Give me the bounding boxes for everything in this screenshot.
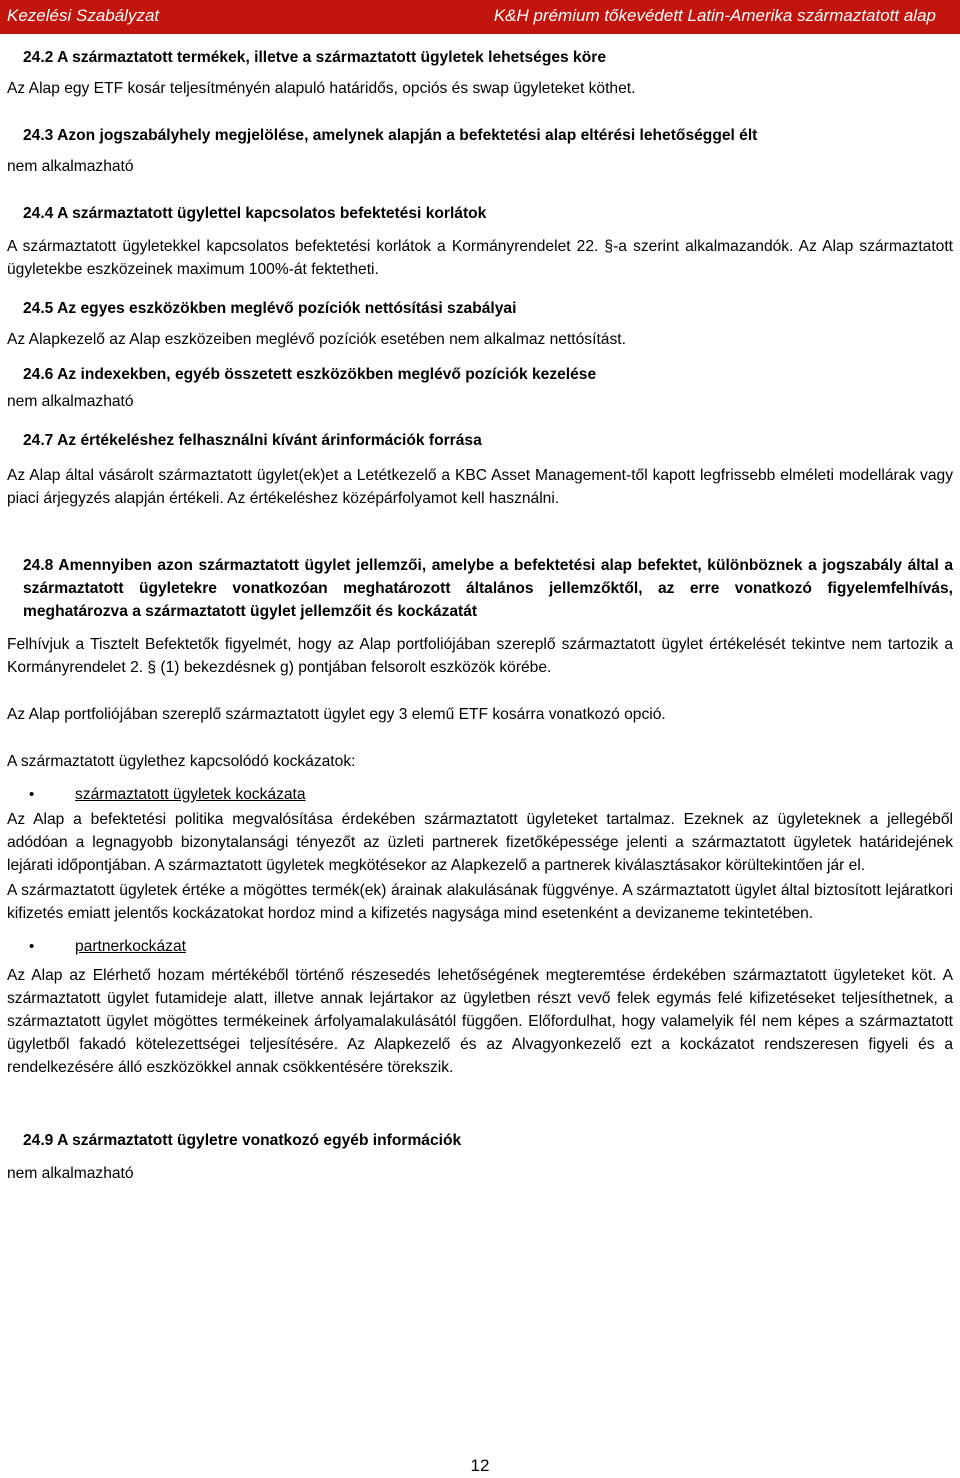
header-fund-name: K&H prémium tőkevédett Latin-Amerika származtatott alap [493, 6, 936, 25]
list-item [7, 935, 953, 958]
section-24-4-heading: 24.4 A származtatott ügylettel kapcsolatos befektetési korlátok [23, 205, 487, 222]
section-24-3-text: nem alkalmazható [7, 158, 134, 175]
section-24-8-paragraph-3: A származtatott ügylethez kapcsolódó kockázatok: [7, 753, 356, 770]
derivatives-risk-paragraph-2: A származtatott ügyletek értéke a mögöttes termék(ek) árainak alakulásának függvénye. A származtatott ügylet által biztosított lejáratkori kifizetés emiatt jelentős kockázatokat hordoz mind a kifizetés nagysága mind esetenként a devizaneme tekintetében. [7, 882, 953, 922]
header-document-title: Kezelési Szabályzat [7, 6, 160, 25]
section-24-8-paragraph-2: Az Alap portfoliójában szereplő származtatott ügylet egy 3 elemű ETF kosárra vonatkozó opció. [7, 706, 666, 723]
list-item [7, 783, 953, 806]
section-24-3-heading: 24.3 Azon jogszabályhely megjelölése, amelynek alapján a befektetési alap eltérési lehetőséggel élt [23, 127, 758, 144]
section-24-8-paragraph-1: Felhívjuk a Tisztelt Befektetők figyelmét, hogy az Alap portfoliójában szereplő származtatott ügylet értékelését tekintve nem tartozik a Kormányrendelet 2. § (1) bekezdésnek g) pontjában felsorolt eszközök körébe. [7, 636, 953, 676]
bullet-icon: • [29, 938, 35, 955]
section-24-7-text: Az Alap által vásárolt származtatott ügylet(ek)et a Letétkezelő a KBC Asset Management-től kapott legfrissebb elméleti modellárak vagy piaci árjegyzés alapján értékeli. Az értékeléshez középárfolyamot kell használni. [7, 467, 953, 507]
section-24-6-heading: 24.6 Az indexekben, egyéb összetett eszközökben meglévő pozíciók kezelése [23, 366, 597, 383]
bullet-icon: • [29, 786, 35, 803]
section-24-9-text: nem alkalmazható [7, 1165, 134, 1182]
page-header [0, 0, 960, 34]
document-body [7, 46, 953, 1185]
section-24-7-heading: 24.7 Az értékeléshez felhasználni kívánt árinformációk forrása [23, 432, 482, 449]
section-24-5-text: Az Alapkezelő az Alap eszközeiben meglévő pozíciók esetében nem alkalmaz nettósítást. [7, 331, 626, 348]
page-number: 12 [470, 1456, 490, 1475]
section-24-6-text: nem alkalmazható [7, 393, 134, 410]
section-24-9-heading: 24.9 A származtatott ügyletre vonatkozó egyéb információk [23, 1132, 462, 1149]
section-24-2-text: Az Alap egy ETF kosár teljesítményén alapuló határidős, opciós és swap ügyleteket köthet. [7, 80, 636, 97]
section-24-8-heading: 24.8 Amennyiben azon származtatott ügylet jellemzői, amelybe a befektetési alap befektet, különböznek a jogszabály által a származtatott ügyletekre vonatkozóan meghatározott általános jellemzőktől, az erre vonatkozó figyelemfelhívás, meghatározva a származtatott ügylet jellemzőit és kockázatát [23, 557, 953, 620]
section-24-5-heading: 24.5 Az egyes eszközökben meglévő pozíciók nettósítási szabályai [23, 300, 517, 317]
counterparty-risk-paragraph: Az Alap az Elérhető hozam mértékéből történő részesedés lehetőségének megteremtése érdekében származtatott ügyleteket köt. A származtatott ügylet futamideje alatt, illetve annak lejártakor az ügyletben részt vevő felek egymás felé kifizetéseket teljesíthetnek, a származtatott ügylet mögöttes termékeinek árfolyamalakulásától függően. Előfordulhat, hogy valamelyik fél nem képes a származtatott ügyletből fakadó kötelezettségei teljesítésére. Az Alapkezelő és az Alvagyonkezelő ezt a kockázatot rendszeresen figyeli és a rendelkezésére álló eszközökkel annak csökkentésére törekszik. [7, 967, 953, 1076]
bullet-label-counterparty-risk: partnerkockázat [75, 938, 186, 955]
derivatives-risk-paragraph-1: Az Alap a befektetési politika megvalósítása érdekében származtatott ügyleteket tartalmaz. Ezeknek az ügyleteknek a jellegéből adódóan a legnagyobb bizonytalansági tényezőt az üzleti partnerek fizetőképessége jelenti a származtatott ügyletek határidejének lejárati időpontjában. A származtatott ügyletek megkötésekor az Alapkezelő a partnerek kiválasztásakor körültekintően jár el. [7, 811, 953, 874]
section-24-4-text: A származtatott ügyletekkel kapcsolatos befektetési korlátok a Kormányrendelet 22. §-a szerint alkalmazandók. Az Alap származtatott ügyletekbe eszközeinek maximum 100%-át fektetheti. [7, 238, 953, 278]
section-24-2-heading: 24.2 A származtatott termékek, illetve a származtatott ügyletek lehetséges köre [23, 49, 606, 66]
bullet-label-derivatives-risk: származtatott ügyletek kockázata [75, 786, 306, 803]
